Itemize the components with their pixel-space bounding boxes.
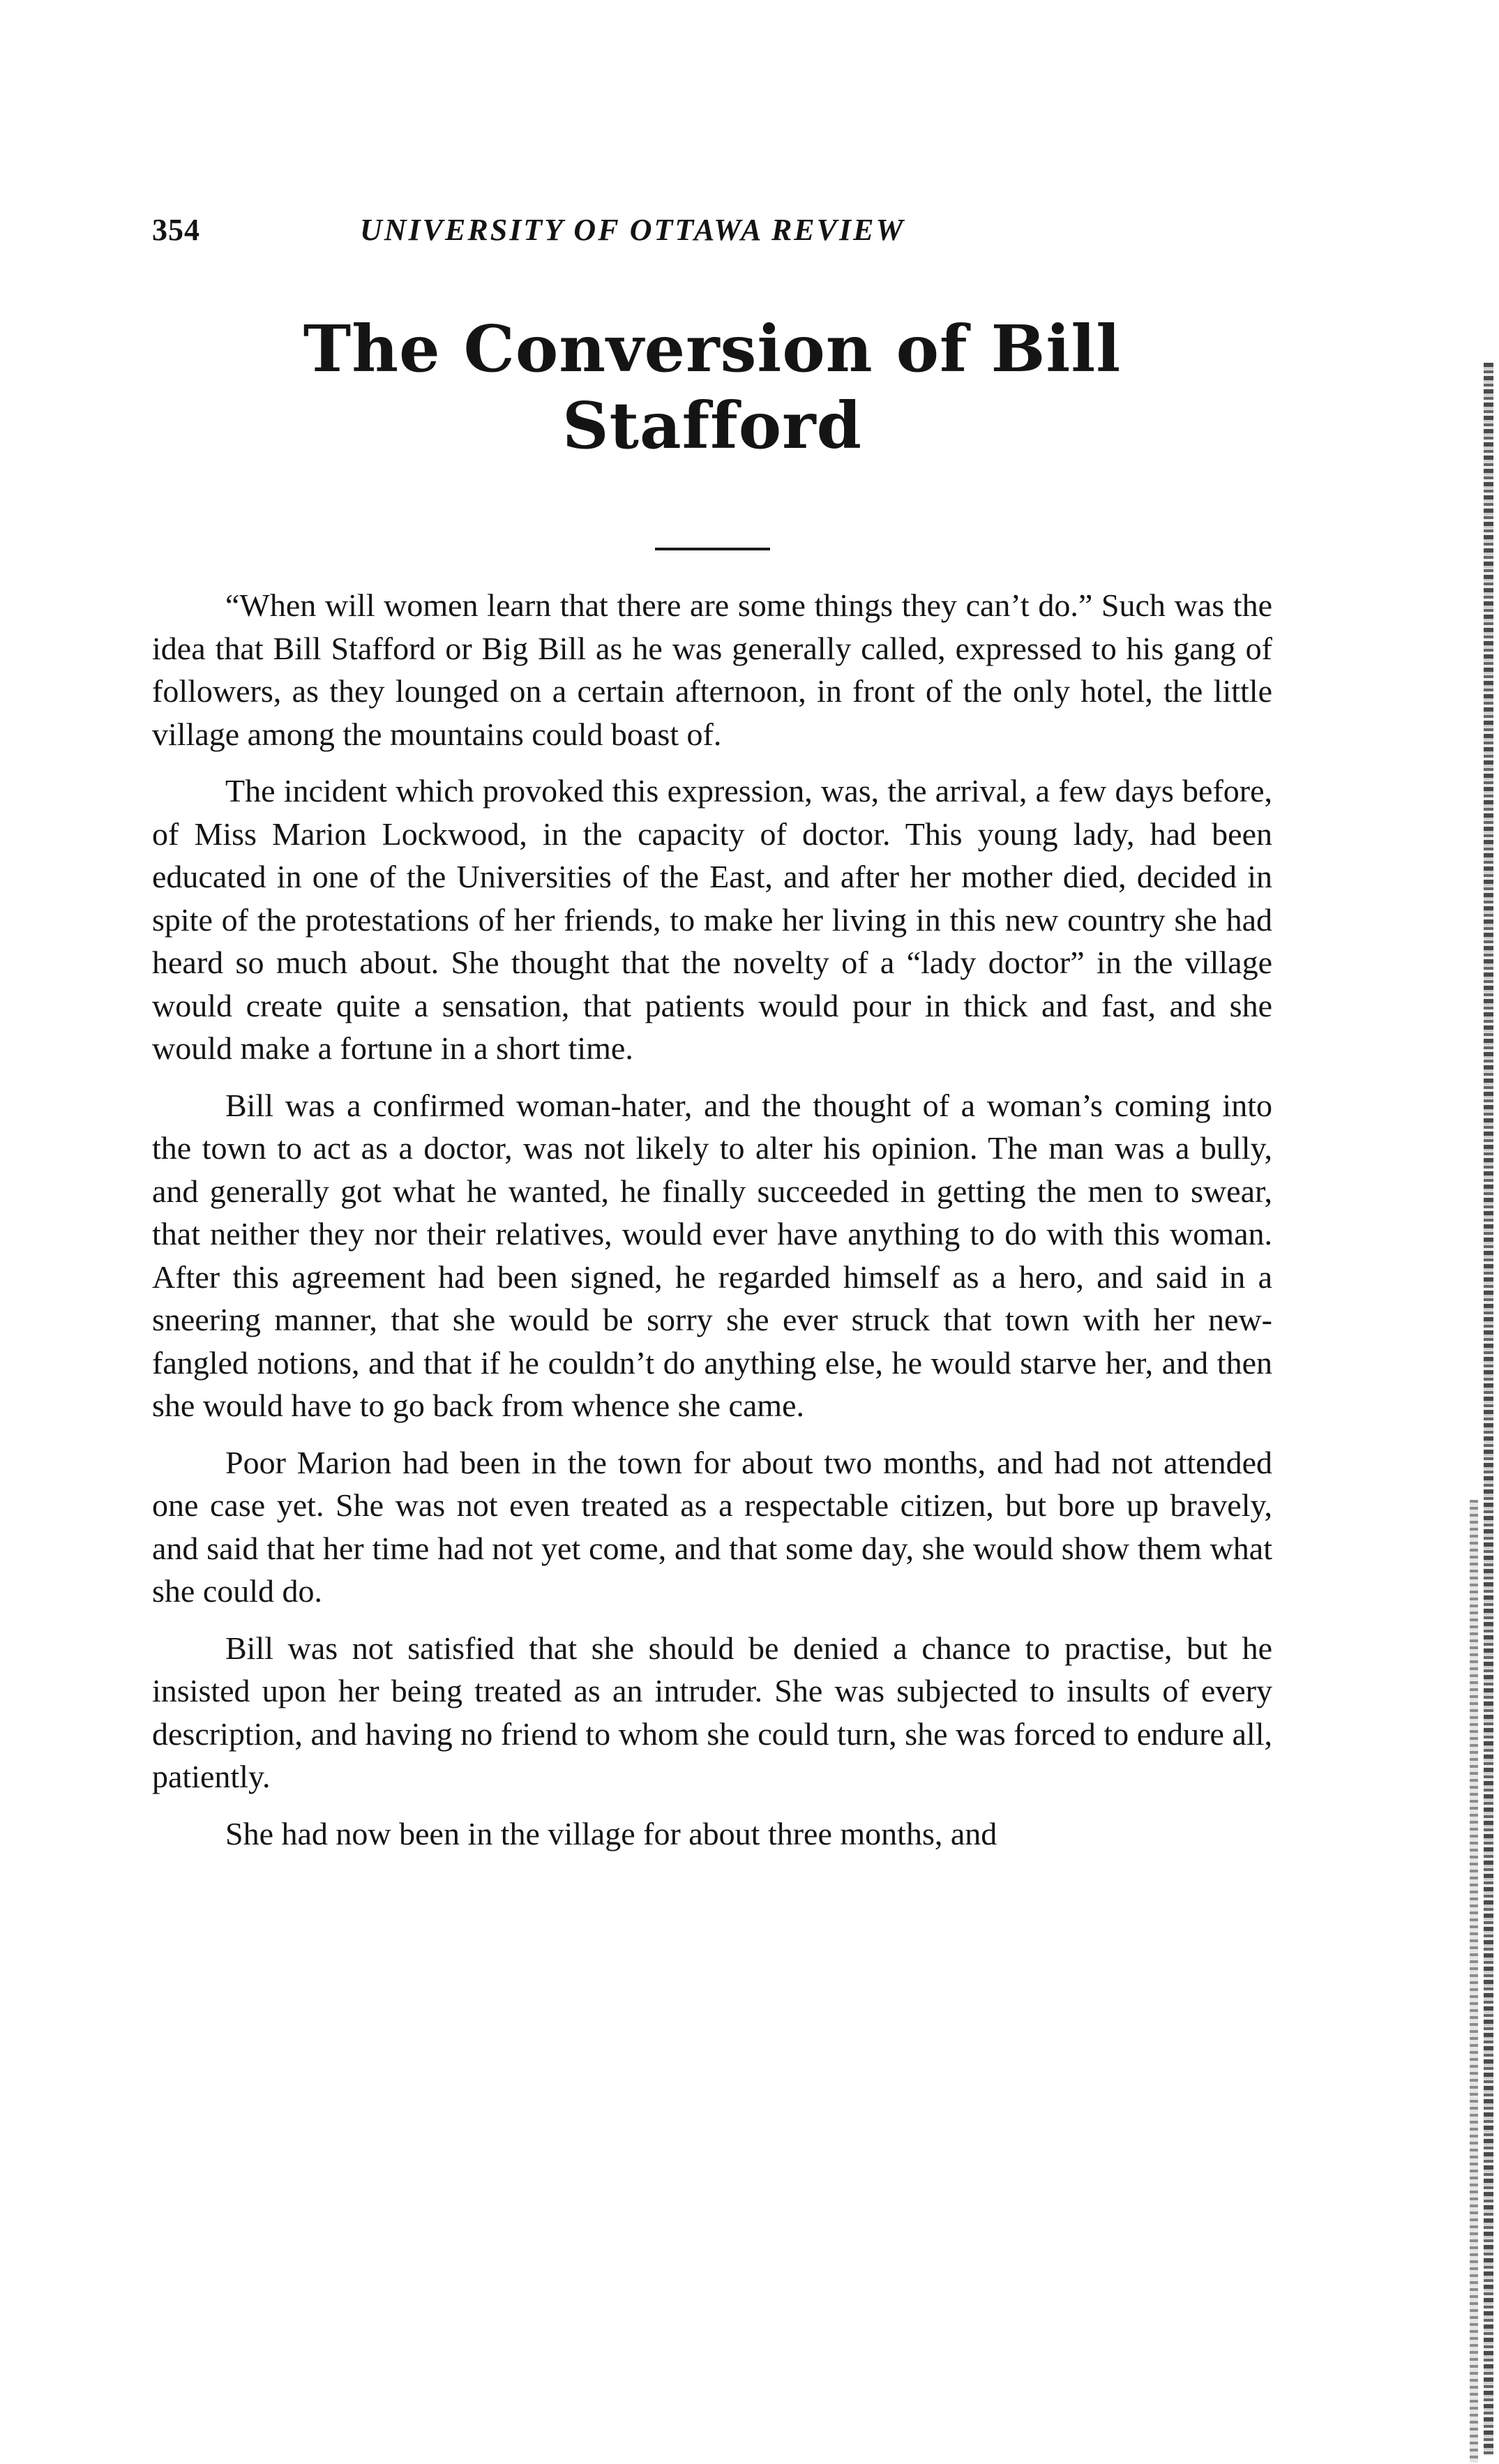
journal-title: UNIVERSITY OF OTTAWA REVIEW (360, 213, 905, 247)
paragraph: Bill was not satisfied that she should be denied a chance to practise, but he insisted upon her being treated as an intruder. She was subjected to insults of every description, and having no friend to whom she could turn, she was forced to endure all, patiently. (152, 1630, 1272, 1794)
title-divider (655, 548, 770, 550)
running-header (152, 209, 1272, 251)
article-body (152, 584, 1272, 1855)
paragraph: The incident which provoked this expression, was, the arrival, a few days before, of Miss Marion Lockwood, in the capacity of doctor. This young lady, had been educated in one of the Universities of the East, and after her mother died, decided in spite of the protestations of her friends, to make her living in this new country she had heard so much about. She thought that the novelty of a “lady doctor” in the village would create quite a sensation, that patients would pour in thick and fast, and she would make a fortune in a short time. (152, 773, 1272, 1066)
page-edge-scan-artifact (1484, 363, 1493, 2456)
paragraph: Bill was a confirmed woman-hater, and the thought of a woman’s coming into the town to act as a doctor, was not likely to alter his opinion. The man was a bully, and generally got what he wanted, he finally succeeded in getting the men to swear, that neither they nor their relatives, would ever have anything to do with this woman. After this agreement had been signed, he regarded himself as a hero, and said in a sneering manner, that she would be sorry she ever struck that town with her new-fangled notions, and that if he couldn’t do anything else, he would starve her, and then she would have to go back from whence she came. (152, 1087, 1272, 1423)
article-title: The Conversion of Bill Stafford (303, 311, 1122, 463)
paragraph: “When will women learn that there are some things they can’t do.” Such was the idea that Bill Stafford or Big Bill as he was generally called, expressed to his gang of followers, as they lounged on a certain afternoon, in front of the only hotel, the little village among the mountains could boast of. (152, 587, 1272, 752)
paragraph: Poor Marion had been in the town for about two months, and had not attended one case yet. She was not even treated as a respectable citizen, but bore up bravely, and said that her time had not yet come, and that some day, she would show them what she could do. (152, 1444, 1272, 1609)
paragraph: She had now been in the village for about three months, and (225, 1815, 997, 1851)
document-page (152, 209, 1272, 1869)
page-number: 354 (152, 213, 200, 247)
page-edge-scan-artifact (1470, 1500, 1478, 2463)
